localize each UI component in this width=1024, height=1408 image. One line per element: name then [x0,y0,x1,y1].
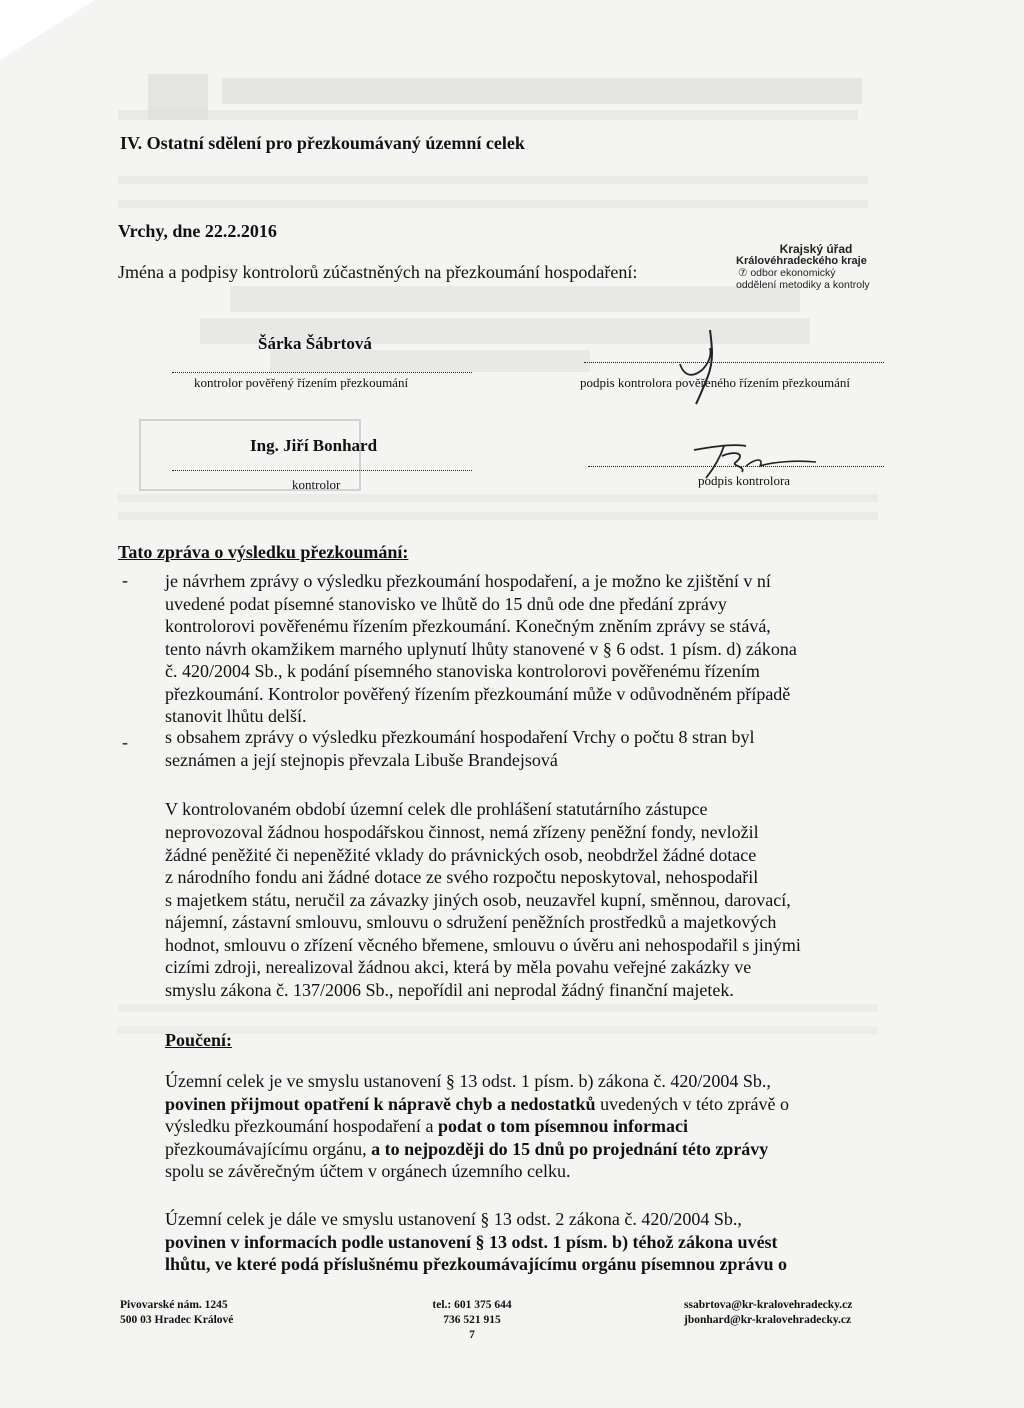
stamp-line-4: oddělení metodiky a kontroly [736,279,870,291]
stamp-line-1: Krajský úřad [779,242,853,256]
instruction-1-normal-1: uvedených v této zprávě o [595,1093,789,1114]
signatory-2-name: Ing. Jiří Bonhard [250,436,378,455]
instruction-1-normal-2: výsledku přezkoumání hospodaření a [165,1116,438,1136]
instruction-1-line-3 [165,1115,881,1138]
statement-line: neprovozoval žádnou hospodářskou činnost, nemá zřízeny peněžní fondy, nevložil [165,822,759,842]
bullet-1-line: tento návrh okamžikem marného uplynutí lhůty stanovené v § 6 odst. 1 písm. d) zákona [165,638,797,659]
statement-line: hodnot, smlouvu o zřízení věcného břemene, smlouvu o úvěru ani nehospodařil s jinými [165,934,801,955]
bullet-1-line: je návrhem zprávy o výsledku přezkoumání hospodaření, a je možno ke zjištění v ní [165,571,771,591]
signature-1-caption: podpis kontrolora pověřeného řízením přezkoumání [580,375,851,390]
signature-2-caption: podpis kontrolora [698,473,791,488]
signature-1-line [584,362,884,363]
stamp-line-3: ⑦ odbor ekonomický [738,267,836,279]
instruction-paragraph-2 [165,1208,881,1276]
signatory-2-role: kontrolor [292,477,341,492]
signatory-2-line [172,470,472,471]
signatory-1-name: Šárka Šábrtová [258,334,372,353]
report-heading: Tato zpráva o výsledku přezkoumání: [118,542,409,562]
instruction-1-line-4 [165,1138,881,1161]
bullet-1-line: uvedené podat písemné stanovisko ve lhůtě do 15 dnů ode dne předání zprávy [165,593,727,614]
handwritten-signature-1 [672,326,732,406]
bullet-1-line: č. 420/2004 Sb., k podání písemného stanoviska kontrolorovi pověřenému řízením [165,661,760,681]
handwritten-signature-2 [676,436,826,482]
bullet-2-dash: - [122,732,128,752]
instruction-heading: Poučení: [165,1030,232,1050]
statement-line: z národního fondu ani žádné dotace ze svého rozpočtu neposkytoval, nehospodařil [165,867,759,887]
statement-line: žádné peněžité či nepeněžité vklady do právnických osob, neobdržel žádné dotace [165,844,757,865]
statement-line: smyslu zákona č. 137/2006 Sb., nepořídil ani neprodal žádný finanční majetek. [165,979,734,1000]
footer-phone-1: tel.: 601 375 644 [432,1299,512,1311]
footer-address-line-1: Pivovarské nám. 1245 [120,1299,228,1311]
footer-address-line-2: 500 03 Hradec Králové [120,1314,234,1326]
stamp-line-2: Královéhradeckého kraje [736,255,867,267]
instruction-2-line-3: lhůtu, ve které podá příslušnému přezkoumávajícímu orgánu písemnou zprávu o [165,1254,788,1274]
office-stamp [736,243,896,291]
statement-line: nájemní, zástavní smlouvu, smlouvu o sdružení peněžních prostředků a majetkových [165,912,777,932]
bullet-1-text [165,570,881,728]
instruction-1-bold-2: podat o tom písemnou informaci [437,1116,688,1136]
instruction-1-line-1: Územní celek je ve smyslu ustanovení § 13 odst. 1 písm. b) zákona č. 420/2004 Sb., [165,1071,771,1091]
footer-email-2: jbonhard@kr-kralovehradecky.cz [684,1314,852,1326]
statement-line: cizími zdroji, nerealizoval žádnou akci, která by měla povahu veřejné zakázky ve [165,957,752,977]
instruction-2-line-1: Územní celek je dále ve smyslu ustanovení § 13 odst. 2 zákona č. 420/2004 Sb., [165,1209,742,1229]
footer-address [120,1298,233,1328]
instruction-1-bold-1: povinen přijmout opatření k nápravě chyb a nedostatků [165,1093,596,1114]
signatory-1-role: kontrolor pověřený řízením přezkoumání [194,375,409,390]
signatories-intro: Jména a podpisy kontrolorů zúčastněných na přezkoumání hospodaření: [118,262,638,282]
footer-phone-2: 736 521 915 [443,1314,501,1326]
date-line: Vrchy, dne 22.2.2016 [118,221,277,241]
statement-first-line: V kontrolovaném období územní celek dle prohlášení statutárního zástupce [165,799,708,819]
statement-line: s majetkem státu, neručil za závazky jiných osob, neuzavřel kupní, směnnou, darovací, [165,889,791,910]
signatory-1-line [172,372,472,373]
section-title: IV. Ostatní sdělení pro přezkoumávaný územní celek [120,133,525,153]
bullet-1-line: stanovit lhůtu delší. [165,706,307,726]
bullet-2-text [165,726,881,771]
instruction-1-line-2 [165,1093,881,1116]
instruction-1-normal-3: přezkoumávajícímu orgánu, [165,1138,372,1159]
instruction-paragraph-1 [165,1070,881,1183]
bullet-2-line: s obsahem zprávy o výsledku přezkoumání hospodaření Vrchy o počtu 8 stran byl [165,727,755,747]
statement-body [165,821,881,1001]
bullet-2-line: seznámen a její stejnopis převzala Libuše Brandejsová [165,749,558,770]
footer-phone [422,1298,522,1343]
instruction-2-line-2: povinen v informacích podle ustanovení § 13 odst. 1 písm. b) téhož zákona uvést [165,1231,778,1252]
bullet-1-line: přezkoumání. Kontrolor pověřený řízením přezkoumání může v odůvodněném případě [165,683,791,704]
bullet-1-line: kontrolorovi pověřenému řízením přezkoumání. Konečným zněním zprávy se stává, [165,616,771,636]
bullet-1-dash: - [122,570,128,590]
page-number: 7 [469,1329,475,1341]
footer-email-1: ssabrtova@kr-kralovehradecky.cz [684,1299,853,1311]
instruction-1-bold-3: a to nejpozději do 15 dnů po projednání této zprávy [371,1138,769,1159]
instruction-1-line-5: spolu se závěrečným účtem v orgánech územního celku. [165,1161,571,1181]
footer-emails [684,1298,852,1328]
